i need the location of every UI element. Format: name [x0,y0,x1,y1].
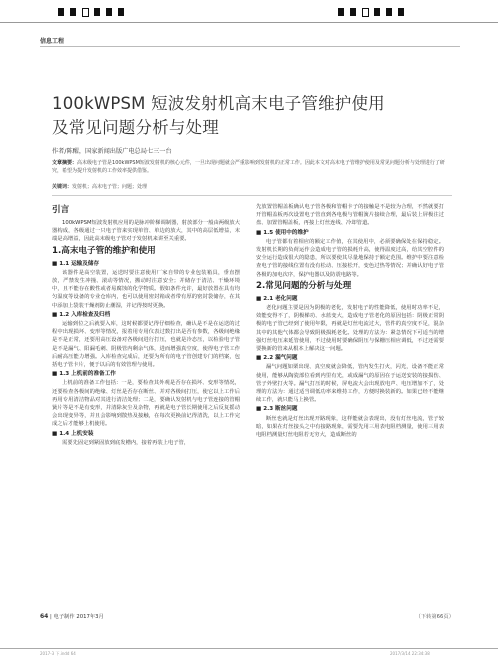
subsection-1-4-paragraph: 需要先固定到紧固放到底发槽内，接着再装上电子管， [62,439,190,446]
print-registration-strip [0,0,498,26]
subsection-1-2-heading: ■ 1.2 入库检查及归档 [52,311,111,318]
right-column [256,203,444,439]
subsection-1-1-heading: ■ 1.1 运输及储存 [52,260,100,267]
page-footer [40,612,104,620]
registration-mark [70,8,76,16]
intro-paragraph: 100kWPSM短波发射机应用的是脉冲阶梯调制器，射放部分一般由两级放大器构成，各级通过一只电子管来实现单管、单边的放大，其中的高层低增益，末端是高增益，因此高末级电子管对于发射机来讲至关重要。 [52,220,240,243]
title-line-2: 及常见问题分析与处理 [52,118,219,137]
subsection-1-1-paragraph: 该器件是高空装置，运送时要注意使用厂家自带的专业包装箱具，垂直摆放，严禁发生冲撞、滚动等情况，搬动时注意安全；并储存于清洁、干燥环境中，且不能存在酸性或者易腐蚀的化学物质。假如条件允许，最好放置在具有均匀温度等设备的专业仓库内，也可以使用密封箱或者带有厚的密封袋储存，在其中添加上袋装干燥剂防止潮湿，并记得按时更换。 [52,269,240,309]
registration-mark [362,8,369,17]
journal-name: 电子制作 [53,614,75,620]
registration-mark [82,8,89,17]
registration-mark [350,8,356,16]
keywords [52,183,452,190]
subsection-1-2-paragraph: 运输到位之后就要入库，这时候都要记得仔细检查，确认是不是在运送的过程中出现损坏、变形等情况，报着用专用仪表过数打出是否有参数，各级间绝缘是不是正常，还要用高压设备对各极间进行打压，也就是冷态压，以检验电子管是不是漏气、阳漏毛刺、阴极管内剩余气体，进而增强真空度，使得电子管工作后耐高压能力增强。入库检查完成后，还要为所有的电子管创建专门的档案，包括电子管卡片，便于以后的有效管理与使用。 [52,321,240,369]
crop-line [0,22,498,23]
subsection-1-5-paragraph: 电子管都有着相应的额定工作值，在其使用中，必须要确保处在保持稳定。发射机长期的负荷运作会造成电子管的损耗升高，使得温度过高，给其空腔件的安全运行造成很大的隐患，所以要使其尽量地保持于额定范围。维护中要注意检查电子管的接线位置有没有松动、压接松开，变色过热等情况；并确认好电子管各极的加电次序，保护电器以及防震电路等。 [256,238,444,278]
registration-mark [106,8,112,16]
keywords-text: 发射机；高末电子管；问题；处理 [72,184,148,190]
registration-mark [58,8,64,16]
subsection-1-3-heading: ■ 1.3 上机前的准备工作 [52,371,116,378]
header-rule [40,46,460,47]
left-column [52,203,240,447]
registration-mark [118,8,124,16]
keywords-label: 关键词： [52,184,73,190]
subsection-2-2-paragraph: 漏气问题如栗出现、真空度就会降低，管内发生打火，闪光，设备不能正常使用，能够从陶瓷部位看到内里有光，或成漏气的原因在于运送安装的接损伤、管子外壁打火等。漏气打压的时候，屏电流大会出现放电声、电压增加不了，处理的方法为：通过适当调低功率来维持工作，方便时换装新的。如果已经不能继续工作，就只能马上换管。 [256,364,444,404]
intro-heading: 引言 [52,205,70,215]
subsection-2-2-heading: ■ 2.2 漏气问题 [256,355,298,362]
continued-note: （下转第66页） [415,614,454,620]
abstract-text: 高末级电子管是100kWPSM短波发射机的核心元件，一旦出现问题就会严重影响到发射机的正常工作。因此本文对高末电子管维护使用及常见问题分析与处理进行了研究，希望为提升发射机的工作效率提供借鉴。 [52,160,445,174]
page-number: 64 [40,613,49,620]
subsection-2-3-heading: ■ 2.3 断丝问题 [256,406,298,413]
slug-timestamp: 2017/3/14 22:34:38 [390,651,430,656]
title-line-1: 100kWPSM 短波发射机高末电子管维护使用 [52,94,385,113]
slug-line [0,648,498,649]
continued-paragraph: 先放置管帽盖板确认电子管各极和管帽卡子的接触是不是较为合理，不然就要打开管帽盖板再次设置电子管直到各电极与管帽簧片接续合理，最后装上屏极注过盘、加置管帽盖板，再接上灯丝连线、冷却管道。 [256,204,444,227]
registration-mark [374,8,380,16]
abstract-divider [52,195,452,196]
registration-mark [94,8,100,16]
article-title [52,92,385,140]
registration-mark [386,8,392,16]
registration-mark [338,8,344,16]
footer-separator: | [50,614,54,620]
subsection-2-3-paragraph: 断丝也就是灯丝出现开路现象，这样能就会表现出，没有灯丝电流，管子较暗，如果在灯丝接头之中有接路现象，需要先用三用表电阻档测量，使用三用表电阻档测量灯丝电阻若无穷大，造成断丝的 [256,415,444,439]
issue-date: 2017年3月 [76,614,104,620]
section-tag: 信息工程 [40,38,65,45]
section-1-heading: 1.高末电子管的维护和使用 [52,245,156,256]
subsection-2-1-heading: ■ 2.1 老化问题 [256,295,298,302]
abstract-label: 文章摘要： [52,160,78,166]
slug-file: 2017-3 下.indd 64 [40,651,76,656]
subsection-1-4-heading: ■ 1.4 上机安装 [52,430,94,437]
subsection-1-5-heading: ■ 1.5 使用中的维护 [256,229,309,236]
registration-mark [398,8,404,16]
subsection-1-3-paragraph: 上机前的准备工作包括：一是，要检查其外观是否存在损坏、变形等情况，还要检查各极间的绝缘、灯丝是否存在断丝、并对各极间打压，使它以上工作后再用专用清洁物品对其进行清洁处理；二是，要确认发射机与电子管连接的管帽簧片等是不是有变形，并清除灰尘及杂物，再就是电子管长期使用之后反复摇动会出现变异等，并且会影响到散热及接触，在每次更换前记得清洗，以上工作完成之后才能够上机使用。 [52,380,240,428]
section-2-heading: 2.常见问题的分析与处理 [256,280,352,291]
print-slug [0,646,498,660]
subsection-2-1-paragraph: 老化问题主要是因为阴极的老化，发射电子的性能降低，使用时功率不足，效能变得不了，阴极梯功、水蓝变大，造成电子管老化的原因包括：阴极正常阴极的电子管已经到了使用年限，再就是灯丝电流过大，管件的真空度不足，混杂其中的其他气体都会导致阴极损耗老化。处理的方法为：紧急情况下可适当的增强灯丝电压来延管使用，不过使用时要确保阴压与保栅压相应调低，不过还需要要换新的管来从根本上解决这一问题。 [256,305,444,353]
abstract [52,160,452,175]
author-line: 作者/陈醒，国家新闻出版广电总局七三一台 [52,148,172,155]
